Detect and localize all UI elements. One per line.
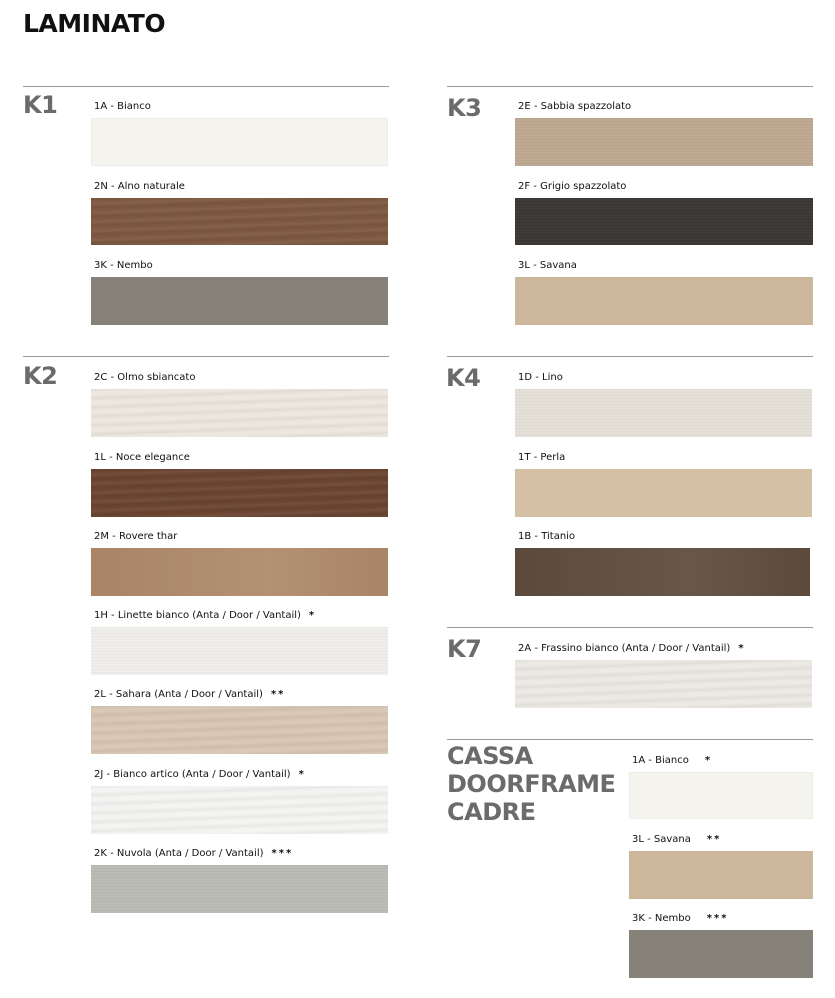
group-code-k4: K4 (446, 364, 481, 392)
swatch-label: 2F - Grigio spazzolato (518, 181, 627, 192)
swatch-label: 3L - Savana ** (632, 834, 722, 845)
color-swatch (91, 548, 388, 596)
color-swatch (629, 851, 813, 899)
group-code-k2: K2 (23, 362, 58, 390)
color-swatch (515, 469, 812, 517)
swatch-label: 3K - Nembo (94, 260, 153, 271)
color-swatch (515, 198, 813, 245)
swatch-label: 2C - Olmo sbiancato (94, 372, 196, 383)
group-code-k7: K7 (447, 635, 482, 663)
swatch-label: 3K - Nembo *** (632, 913, 729, 924)
swatch-label: 2A - Frassino bianco (Anta / Door / Vantail) * (518, 643, 746, 654)
section-divider-cassa (447, 739, 813, 740)
color-swatch (515, 660, 812, 708)
swatch-label: 1A - Bianco * (632, 755, 713, 766)
swatch-label: 1B - Titanio (518, 531, 576, 542)
color-swatch (91, 277, 388, 325)
color-swatch (91, 389, 388, 437)
color-swatch (91, 627, 388, 675)
swatch-label: 2L - Sahara (Anta / Door / Vantail) ** (94, 689, 286, 700)
color-swatch (515, 277, 813, 325)
color-swatch (91, 786, 388, 834)
color-swatch (515, 118, 813, 166)
swatch-label: 1D - Lino (518, 372, 563, 383)
section-divider-k2 (23, 356, 389, 357)
color-swatch (91, 118, 388, 166)
color-swatch (91, 865, 388, 913)
color-swatch (515, 548, 810, 596)
page-title: LAMINATO (23, 9, 166, 38)
swatch-label: 2J - Bianco artico (Anta / Door / Vantail) * (94, 769, 306, 780)
color-swatch (91, 198, 388, 245)
color-swatch (629, 930, 813, 978)
color-swatch (91, 469, 388, 517)
color-swatch (91, 706, 388, 754)
swatch-label: 2M - Rovere thar (94, 531, 178, 542)
color-swatch (629, 772, 813, 819)
swatch-label: 1T - Perla (518, 452, 566, 463)
group-code-k3: K3 (447, 94, 482, 122)
swatch-label: 1H - Linette bianco (Anta / Door / Vantail) * (94, 610, 317, 621)
swatch-label: 3L - Savana (518, 260, 577, 271)
color-swatch (515, 389, 812, 437)
group-code-k1: K1 (23, 91, 58, 119)
section-divider-k4 (447, 356, 813, 357)
section-divider-k3 (447, 86, 813, 87)
swatch-label: 2K - Nuvola (Anta / Door / Vantail) *** (94, 848, 294, 859)
section-divider-k7 (447, 627, 813, 628)
swatch-label: 2N - Alno naturale (94, 181, 185, 192)
swatch-label: 1L - Noce elegance (94, 452, 190, 463)
swatch-label: 1A - Bianco (94, 101, 151, 112)
doorframe-heading: CASSA DOORFRAME CADRE (447, 742, 616, 826)
section-divider-k1 (23, 86, 389, 87)
swatch-label: 2E - Sabbia spazzolato (518, 101, 632, 112)
